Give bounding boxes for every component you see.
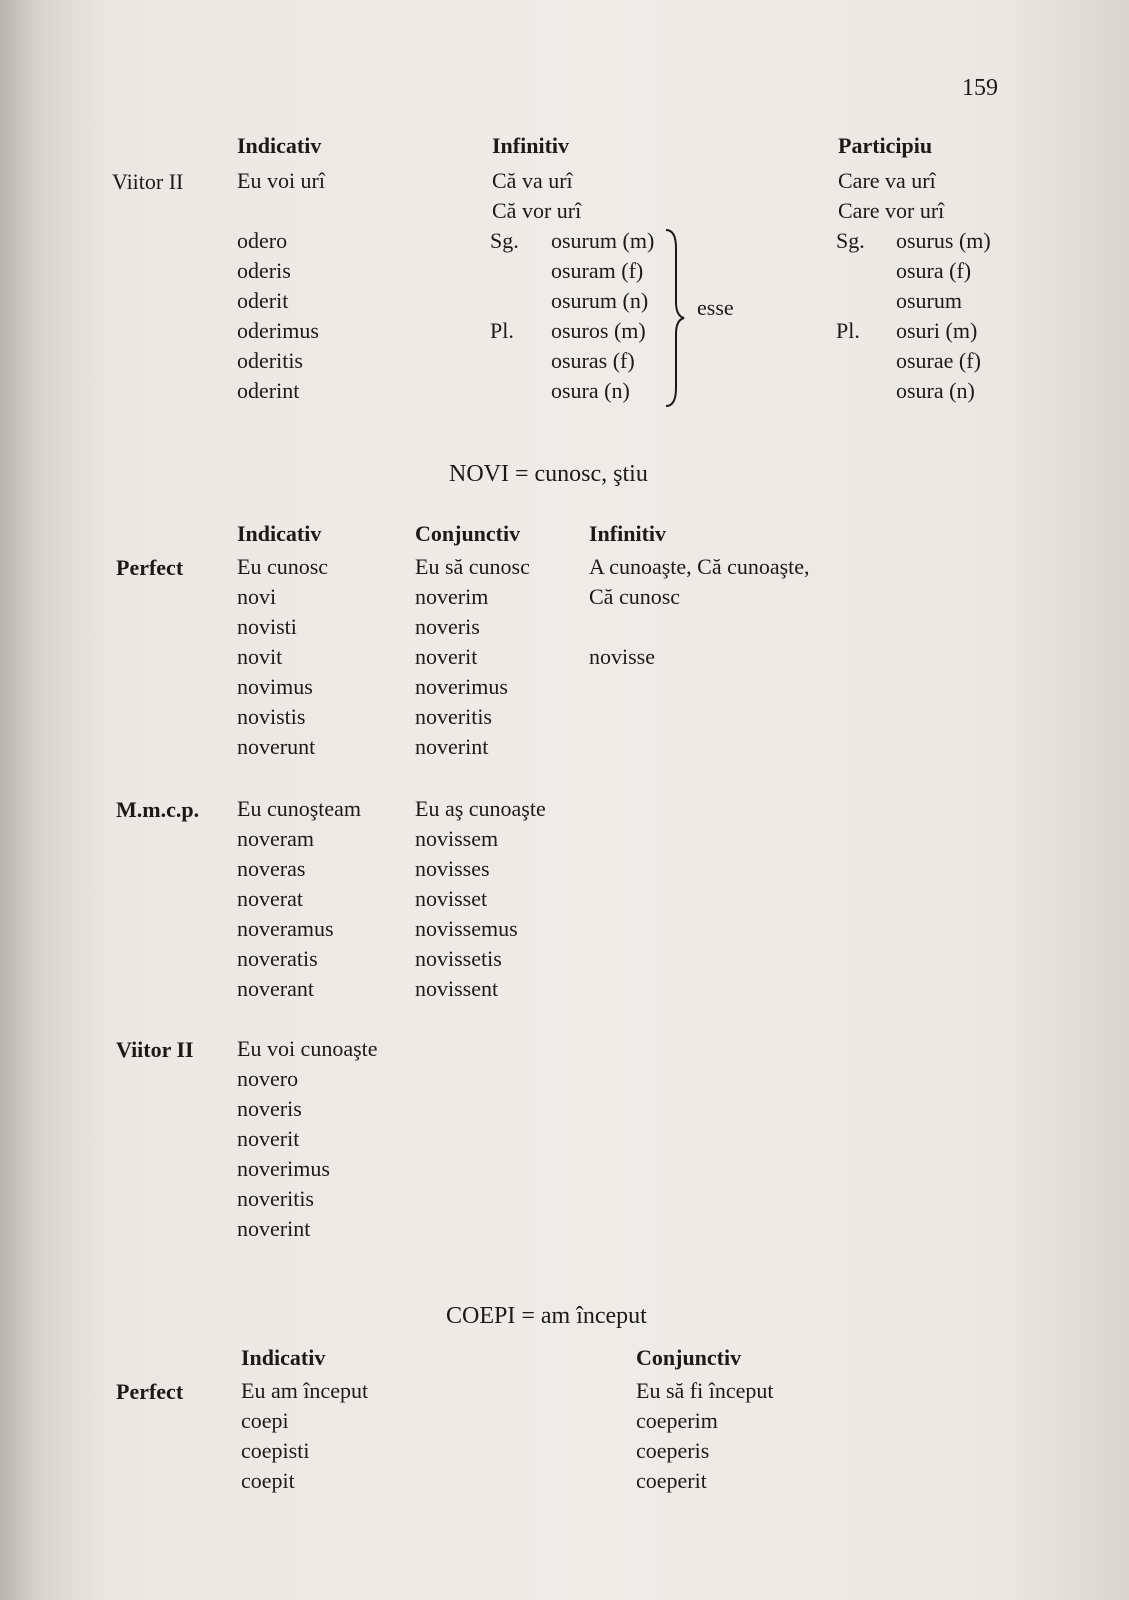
form: novisse — [589, 644, 655, 669]
number-label: Pl. — [836, 318, 860, 343]
form: Care va urî — [838, 168, 936, 193]
form: noverim — [415, 584, 489, 609]
tense-label-mmcp: M.m.c.p. — [116, 797, 200, 822]
form: Care vor urî — [838, 198, 945, 223]
osi-indicativ-column — [237, 166, 325, 406]
form: noverint — [237, 1216, 311, 1241]
form: Eu voi urî — [237, 168, 325, 193]
tense-label-perfect: Perfect — [116, 1379, 184, 1404]
osi-part-number-column — [836, 226, 865, 346]
number-label — [490, 286, 519, 316]
form: noverunt — [237, 734, 316, 759]
section-title-novi: NOVI = cunosc, ştiu — [449, 461, 648, 487]
header-infinitiv: Infinitiv — [492, 133, 570, 158]
novi-mmcp-conjunctiv — [415, 794, 546, 1004]
form — [589, 612, 810, 642]
form: noveritis — [237, 1186, 314, 1211]
coepi-perfect-conjunctiv — [636, 1376, 773, 1496]
form: Că cunosc — [589, 584, 681, 609]
form: novisti — [237, 614, 297, 639]
form: noverant — [237, 976, 314, 1001]
form: coeperit — [636, 1468, 707, 1493]
form: oderis — [237, 258, 291, 283]
header-indicativ: Indicativ — [237, 133, 322, 158]
form: osurus (m) — [896, 228, 991, 253]
coepi-perfect-indicativ — [241, 1376, 368, 1496]
form: noveram — [237, 826, 314, 851]
tense-label-viitor-ii: Viitor II — [112, 169, 184, 194]
number-label: Sg. — [836, 228, 865, 253]
novi-perfect-indicativ — [237, 552, 328, 762]
osi-part-forms-column — [896, 226, 991, 406]
form: coepit — [241, 1468, 295, 1493]
form: oderint — [237, 378, 300, 403]
form: Eu cunoşteam — [237, 796, 362, 821]
form: osurum (n) — [551, 288, 649, 313]
form: oderimus — [237, 318, 319, 343]
form: novissemus — [415, 916, 518, 941]
form: coeperim — [636, 1408, 718, 1433]
novi-perfect-infinitiv — [589, 552, 810, 672]
form: coepi — [241, 1408, 289, 1433]
number-label: Sg. — [490, 228, 519, 253]
form: osurae (f) — [896, 348, 981, 373]
form: osuras (f) — [551, 348, 635, 373]
header-infinitiv: Infinitiv — [589, 521, 667, 546]
form: noveratis — [237, 946, 318, 971]
number-label — [836, 256, 865, 286]
osi-inf-forms-column — [551, 226, 654, 406]
form: osura (n) — [896, 378, 975, 403]
form: coepisti — [241, 1438, 310, 1463]
form: coeperis — [636, 1438, 710, 1463]
tense-label-perfect: Perfect — [116, 555, 184, 580]
form: novi — [237, 584, 277, 609]
novi-perfect-conjunctiv — [415, 552, 530, 762]
form: noverit — [415, 644, 478, 669]
header-indicativ: Indicativ — [241, 1345, 326, 1370]
number-label — [836, 286, 865, 316]
form: novisses — [415, 856, 490, 881]
header-participiu: Participiu — [838, 133, 933, 158]
form: osurum (m) — [551, 228, 655, 253]
form: oderit — [237, 288, 289, 313]
osi-participiu-column — [838, 166, 944, 226]
form: novissetis — [415, 946, 502, 971]
form: noverat — [237, 886, 303, 911]
form: osura (f) — [896, 258, 972, 283]
form: noverit — [237, 1126, 300, 1151]
form: novissem — [415, 826, 499, 851]
section-title-coepi: COEPI = am început — [446, 1303, 647, 1329]
form: osuri (m) — [896, 318, 978, 343]
page-number: 159 — [962, 75, 998, 101]
form: noveras — [237, 856, 306, 881]
form: Eu să fi început — [636, 1378, 774, 1403]
form: novisset — [415, 886, 488, 911]
form: noveritis — [415, 704, 492, 729]
tense-label-viitor-ii: Viitor II — [116, 1037, 194, 1062]
header-indicativ: Indicativ — [237, 521, 322, 546]
form: noveramus — [237, 916, 334, 941]
curly-brace-icon — [664, 228, 686, 408]
header-conjunctiv: Conjunctiv — [415, 521, 521, 546]
form: A cunoaşte, Că cunoaşte, — [589, 554, 810, 579]
form: noverimus — [415, 674, 508, 699]
form: Că va urî — [492, 168, 573, 193]
form: novissent — [415, 976, 499, 1001]
novi-viitor2-indicativ — [237, 1034, 378, 1244]
form: novimus — [237, 674, 313, 699]
osi-infinitiv-column — [492, 166, 581, 226]
form: osuros (m) — [551, 318, 646, 343]
form: oderitis — [237, 348, 303, 373]
form: noverint — [415, 734, 489, 759]
form: novero — [237, 1066, 299, 1091]
form: osuram (f) — [551, 258, 644, 283]
form: noveris — [415, 614, 480, 639]
form: Eu cunosc — [237, 554, 329, 579]
form: noveris — [237, 1096, 302, 1121]
header-conjunctiv: Conjunctiv — [636, 1345, 742, 1370]
form: Eu voi cunoaşte — [237, 1036, 378, 1061]
form: osurum — [896, 288, 962, 313]
form: osura (n) — [551, 378, 630, 403]
form — [237, 196, 325, 226]
osi-inf-number-column — [490, 226, 519, 346]
form: novistis — [237, 704, 306, 729]
number-label: Pl. — [490, 318, 514, 343]
esse-label: esse — [697, 295, 734, 320]
number-label — [490, 256, 519, 286]
form: Eu am început — [241, 1378, 369, 1403]
form: novit — [237, 644, 283, 669]
form: Că vor urî — [492, 198, 582, 223]
form: odero — [237, 228, 288, 253]
form: noverimus — [237, 1156, 330, 1181]
novi-mmcp-indicativ — [237, 794, 361, 1004]
form: Eu aş cunoaşte — [415, 796, 546, 821]
form: Eu să cunosc — [415, 554, 530, 579]
